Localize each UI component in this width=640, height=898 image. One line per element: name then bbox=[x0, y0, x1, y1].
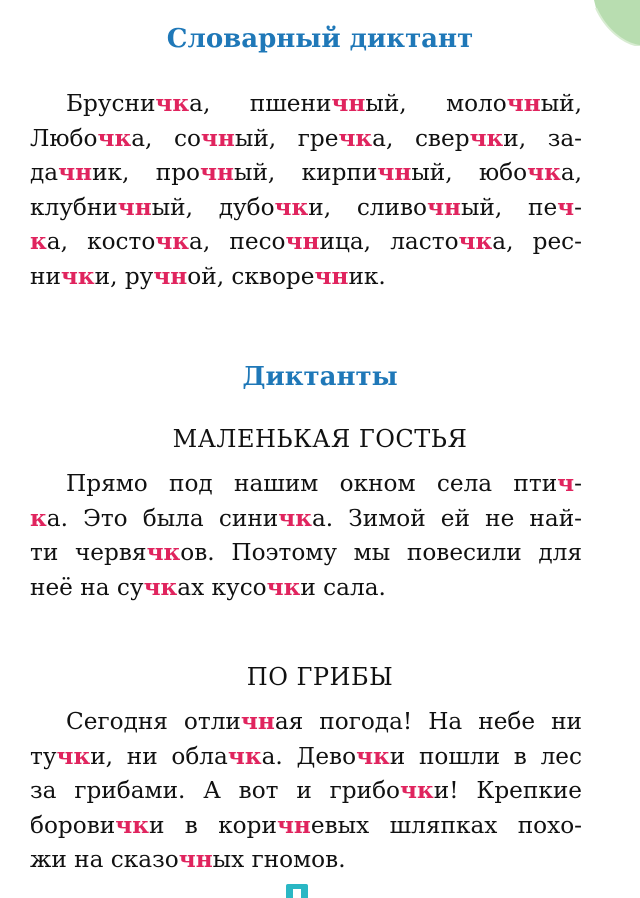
text-fragment: а, свер bbox=[372, 124, 470, 152]
text-fragment: а, со bbox=[131, 124, 201, 152]
text-fragment: ик. bbox=[348, 262, 386, 290]
text-line bbox=[30, 809, 582, 844]
text-fragment: а. Это была сини bbox=[46, 504, 279, 532]
highlighted-letters: чк bbox=[155, 228, 190, 256]
text-fragment: ая погода! На небе ни bbox=[274, 708, 582, 735]
text-fragment: клубни bbox=[30, 193, 118, 221]
highlighted-letters: чк bbox=[400, 777, 434, 805]
text-fragment: да bbox=[30, 159, 59, 187]
text-fragment: и, ру bbox=[94, 262, 154, 290]
vocabulary-word-list bbox=[30, 87, 582, 295]
text-line bbox=[30, 705, 582, 740]
highlighted-letters: чк bbox=[458, 228, 493, 256]
highlighted-letters: чн bbox=[178, 846, 213, 874]
highlighted-letters: чк bbox=[227, 742, 262, 770]
text-fragment: а, bbox=[560, 159, 583, 187]
highlighted-letters: чк bbox=[115, 811, 149, 839]
highlighted-letters: чк bbox=[274, 193, 309, 221]
text-fragment: ица, ласто bbox=[319, 228, 459, 256]
highlighted-letters: ч bbox=[557, 470, 575, 497]
text-fragment: а, пшени bbox=[189, 90, 332, 117]
highlighted-letters: к bbox=[30, 228, 47, 256]
text-fragment: ый, юбо bbox=[411, 159, 528, 187]
text-fragment: и, сливо bbox=[308, 193, 428, 221]
text-line bbox=[30, 536, 582, 571]
text-fragment: ый, дубо bbox=[151, 193, 275, 221]
highlighted-letters: чн bbox=[200, 159, 234, 187]
text-fragment: а. Зимой ей не най- bbox=[311, 504, 583, 532]
text-fragment: борови bbox=[30, 811, 116, 839]
highlighted-letters: чк bbox=[469, 124, 504, 152]
highlighted-letters: чн bbox=[276, 811, 311, 839]
highlighted-letters: чк bbox=[356, 742, 390, 770]
text-fragment: за грибами. А вот и грибо bbox=[30, 777, 401, 805]
story-title-mushroom-picking: ПО ГРИБЫ bbox=[246, 663, 394, 691]
text-fragment: ый, гре bbox=[234, 124, 339, 152]
highlighted-letters: чн bbox=[506, 90, 541, 117]
highlighted-letters: чн bbox=[58, 159, 93, 187]
story-text-little-guest bbox=[30, 467, 582, 605]
text-line bbox=[30, 740, 582, 775]
highlighted-letters: чн bbox=[331, 90, 366, 117]
text-fragment: - bbox=[574, 470, 582, 497]
text-fragment: ов. Поэтому мы повесили для bbox=[180, 539, 583, 567]
text-fragment: ту bbox=[30, 742, 57, 770]
text-fragment: ый, пе bbox=[460, 193, 558, 221]
text-fragment: Брусни bbox=[66, 90, 156, 117]
highlighted-letters: чк bbox=[266, 573, 301, 601]
text-line bbox=[30, 191, 582, 226]
highlighted-letters: чк bbox=[146, 539, 181, 567]
text-fragment: и в кори bbox=[148, 811, 277, 839]
text-fragment: ик, про bbox=[92, 159, 201, 187]
text-fragment: и сала. bbox=[300, 573, 386, 601]
text-line bbox=[30, 156, 582, 191]
text-fragment: ни bbox=[30, 262, 61, 290]
highlighted-letters: чн bbox=[285, 228, 320, 256]
text-fragment: Прямо под нашим окном села пти bbox=[66, 470, 558, 497]
text-line bbox=[30, 774, 582, 809]
highlighted-letters: ч bbox=[557, 193, 575, 221]
highlighted-letters: чк bbox=[338, 124, 373, 152]
highlighted-letters: чк bbox=[97, 124, 132, 152]
highlighted-letters: чн bbox=[314, 262, 349, 290]
text-line bbox=[30, 843, 582, 878]
text-fragment: и, ни обла bbox=[90, 742, 228, 770]
highlighted-letters: чк bbox=[60, 262, 95, 290]
text-fragment: и пошли в лес bbox=[389, 742, 583, 770]
text-fragment: и, за- bbox=[503, 124, 582, 152]
text-line bbox=[30, 571, 582, 606]
text-line bbox=[30, 467, 582, 502]
highlighted-letters: чк bbox=[155, 90, 190, 117]
text-line bbox=[30, 260, 582, 295]
text-line bbox=[30, 122, 582, 157]
text-fragment: жи на сказо bbox=[30, 846, 179, 874]
text-fragment: ый, кирпи bbox=[233, 159, 378, 187]
highlighted-letters: чк bbox=[527, 159, 561, 187]
text-line bbox=[30, 87, 582, 122]
text-fragment: ый, bbox=[540, 90, 582, 117]
bottom-page-marker bbox=[286, 884, 308, 898]
text-fragment: а, косто bbox=[46, 228, 156, 256]
highlighted-letters: чн bbox=[200, 124, 235, 152]
highlighted-letters: к bbox=[30, 504, 47, 532]
section-heading-dictations: Диктанты bbox=[242, 362, 398, 392]
text-fragment: Сегодня отли bbox=[66, 708, 241, 735]
story-text-mushroom-picking bbox=[30, 705, 582, 878]
text-fragment: Любо bbox=[30, 124, 98, 152]
text-fragment: ах кусо bbox=[177, 573, 267, 601]
highlighted-letters: чк bbox=[56, 742, 91, 770]
text-fragment: а, песо bbox=[189, 228, 286, 256]
text-fragment: - bbox=[574, 193, 582, 221]
text-fragment: а, рес- bbox=[492, 228, 582, 256]
text-fragment: неё на су bbox=[30, 573, 144, 601]
text-line bbox=[30, 225, 582, 260]
text-fragment: ой, скворе bbox=[187, 262, 315, 290]
text-fragment: и! Крепкие bbox=[433, 777, 583, 805]
text-fragment: ых гномов. bbox=[212, 846, 346, 874]
text-fragment: ый, моло bbox=[365, 90, 507, 117]
highlighted-letters: чн bbox=[377, 159, 412, 187]
highlighted-letters: чн bbox=[240, 708, 275, 735]
text-fragment: евых шляпках похо- bbox=[310, 811, 582, 839]
highlighted-letters: чн bbox=[153, 262, 188, 290]
text-line bbox=[30, 502, 582, 537]
story-title-little-guest: МАЛЕНЬКАЯ ГОСТЬЯ bbox=[172, 425, 468, 453]
highlighted-letters: чк bbox=[143, 573, 178, 601]
text-fragment: а. Дево bbox=[261, 742, 357, 770]
highlighted-letters: чн bbox=[427, 193, 461, 221]
text-fragment: ти червя bbox=[30, 539, 147, 567]
section-heading-vocabulary-dictation: Словарный диктант bbox=[166, 24, 474, 54]
highlighted-letters: чн bbox=[117, 193, 152, 221]
highlighted-letters: чк bbox=[278, 504, 312, 532]
